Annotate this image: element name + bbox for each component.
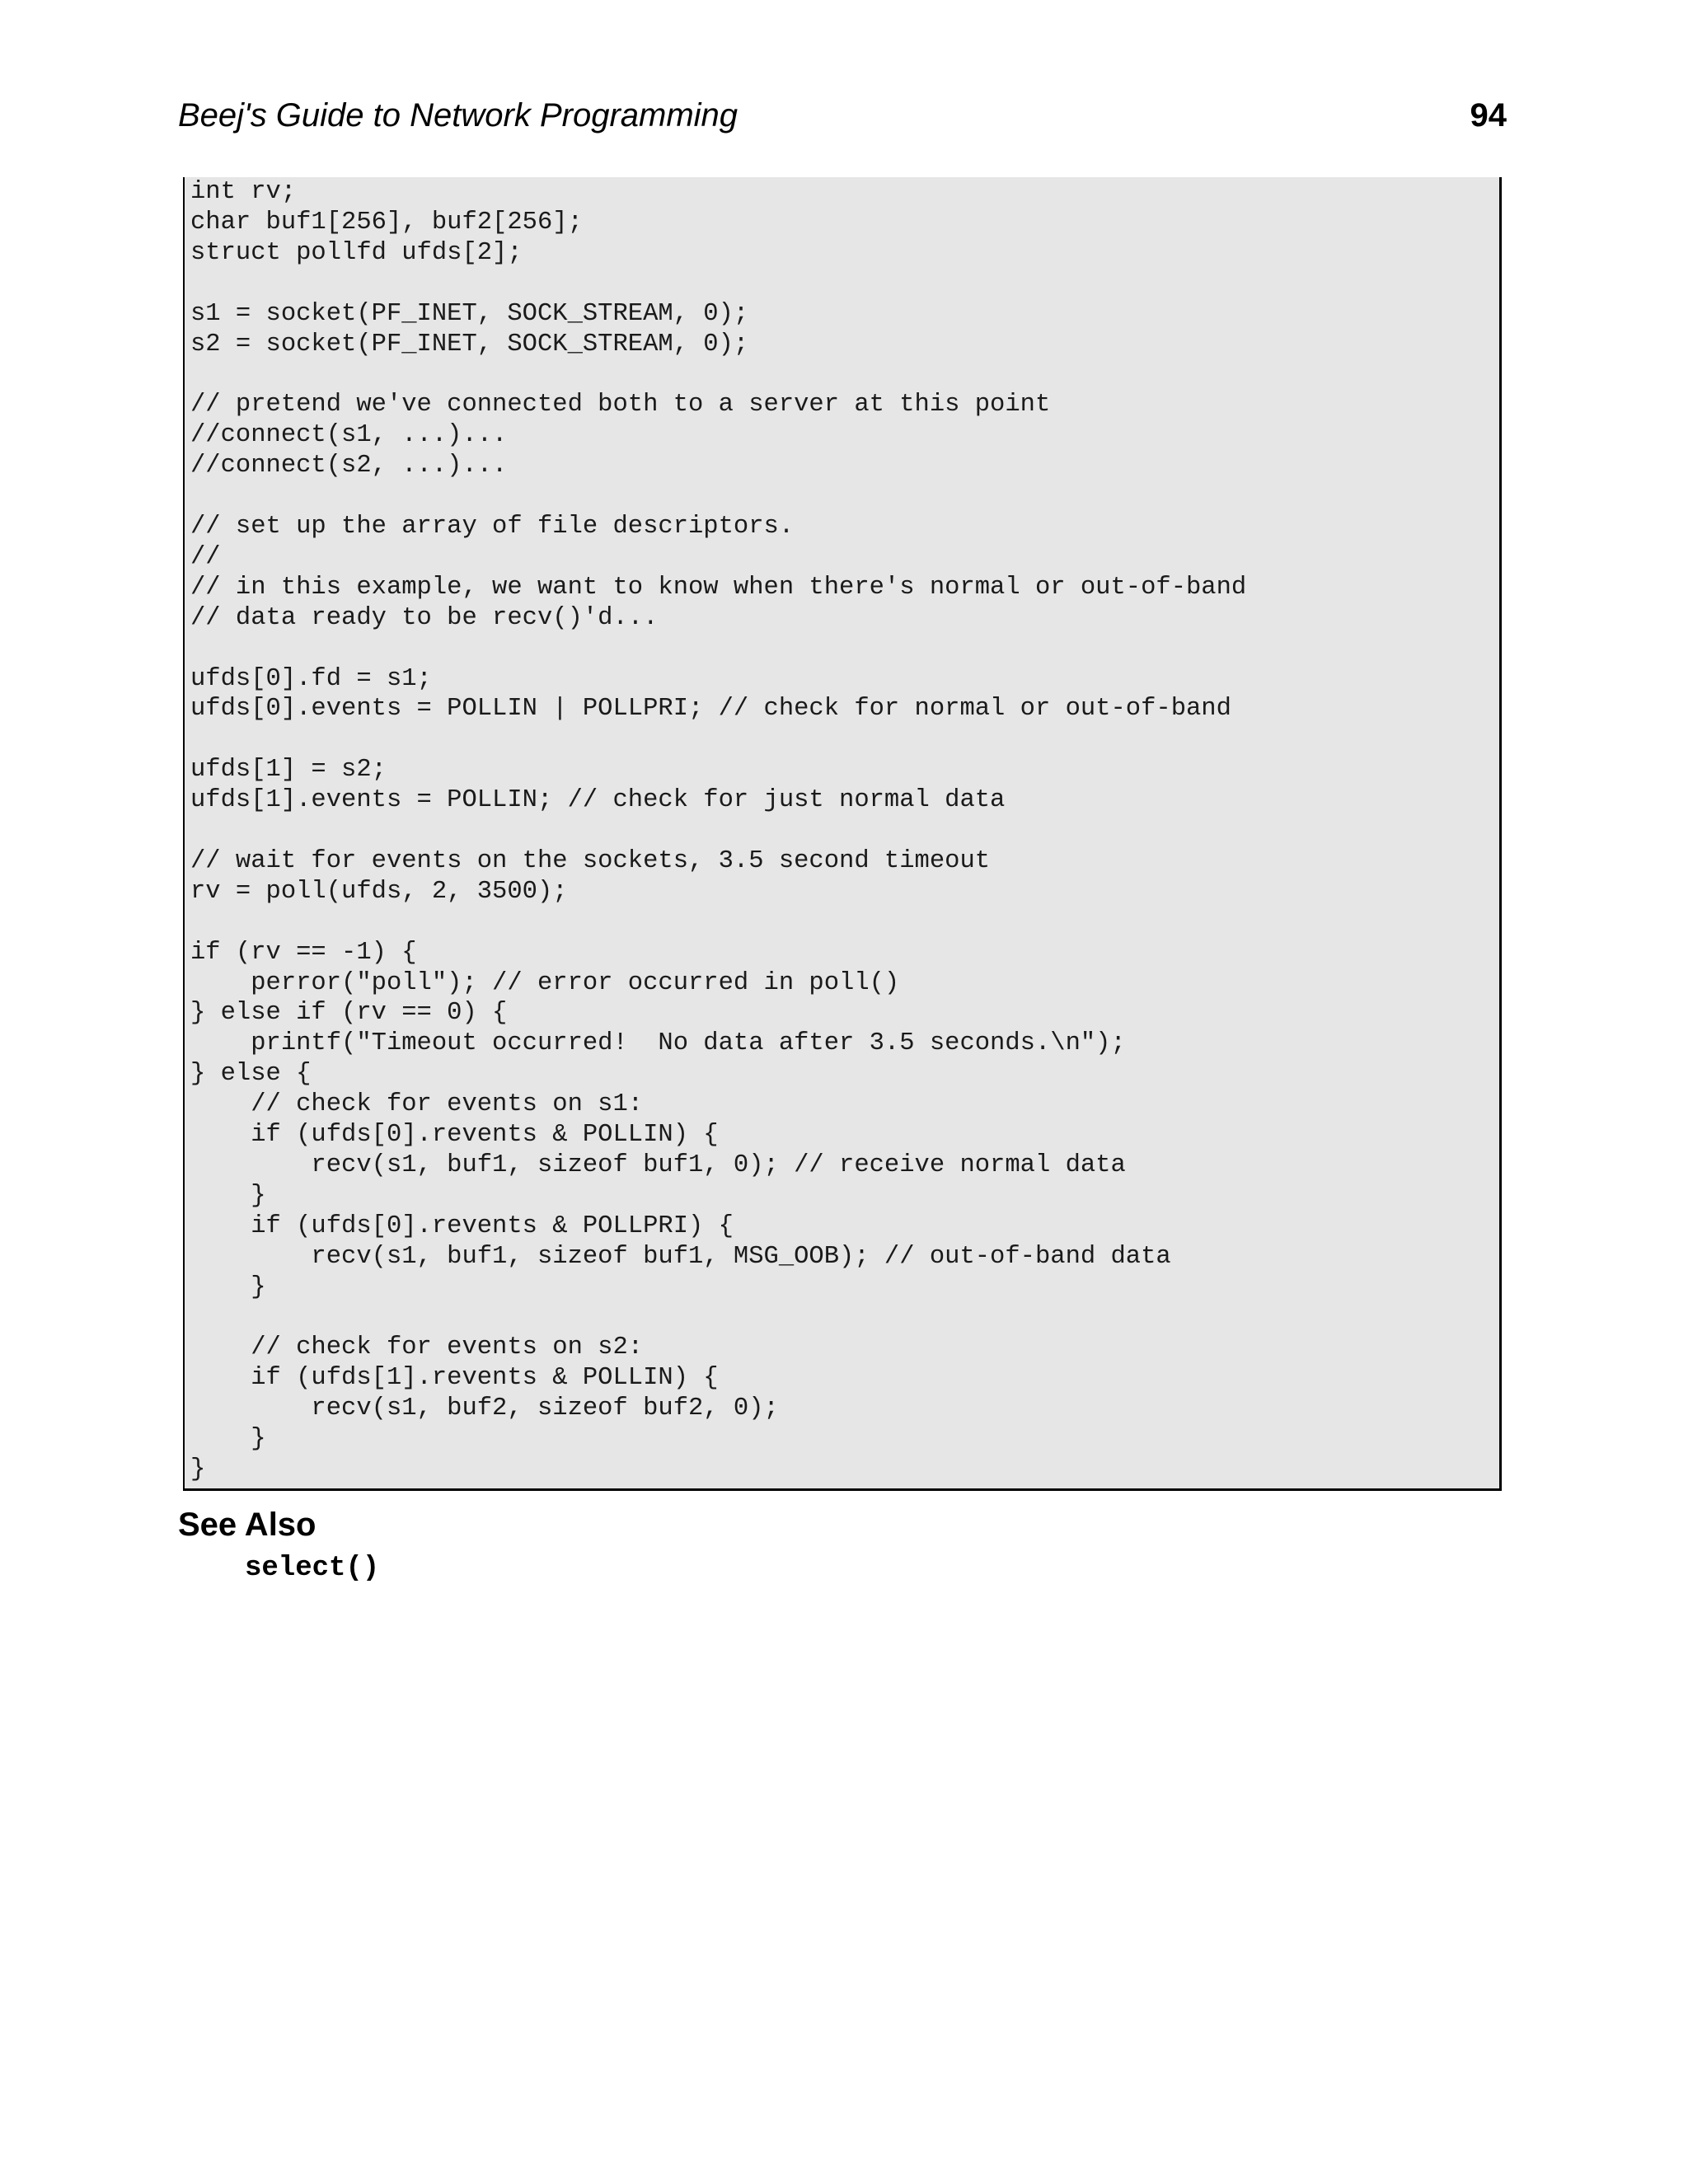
- page-number: 94: [1470, 97, 1507, 134]
- see-also-link-select: select(): [245, 1553, 380, 1584]
- code-listing-box: [183, 177, 1502, 1491]
- running-title: Beej's Guide to Network Programming: [178, 97, 738, 134]
- see-also-heading: See Also: [178, 1507, 316, 1543]
- page-header: [178, 91, 1507, 140]
- code-listing: int rv; char buf1[256], buf2[256]; struct pollfd ufds[2]; s1 = socket(PF_INET, SOCK_STREAM, 0); s2 = socket(PF_INET, SOCK_STREAM, 0); // pretend we've connected both to a server at this point //connect(s1, ...)... //connect(s2, ...)... // set up the array of file descriptors. // // in this example, we want to know when there's normal or out-of-band // data ready to be recv()'d... ufds[0].fd = s1; ufds[0].events = POLLIN | POLLPRI; // check for normal or out-of-band ufds[1] = s2; ufds[1].events = POLLIN; // check for just normal data // wait for events on the sockets, 3.5 second timeout rv = poll(ufds, 2, 3500); if (rv == -1) { perror("poll"); // error occurred in poll() } else if (rv == 0) { printf("Timeout occurred! No data after 3.5 seconds.\n"); } else { // check for events on s1: if (ufds[0].revents & POLLIN) { recv(s1, buf1, sizeof buf1, 0); // receive normal data } if (ufds[0].revents & POLLPRI) { recv(s1, buf1, sizeof buf1, MSG_OOB); // out-of-band data } // check for events on s2: if (ufds[1].revents & POLLIN) { recv(s1, buf2, sizeof buf2, 0); } }: [190, 178, 1247, 1484]
